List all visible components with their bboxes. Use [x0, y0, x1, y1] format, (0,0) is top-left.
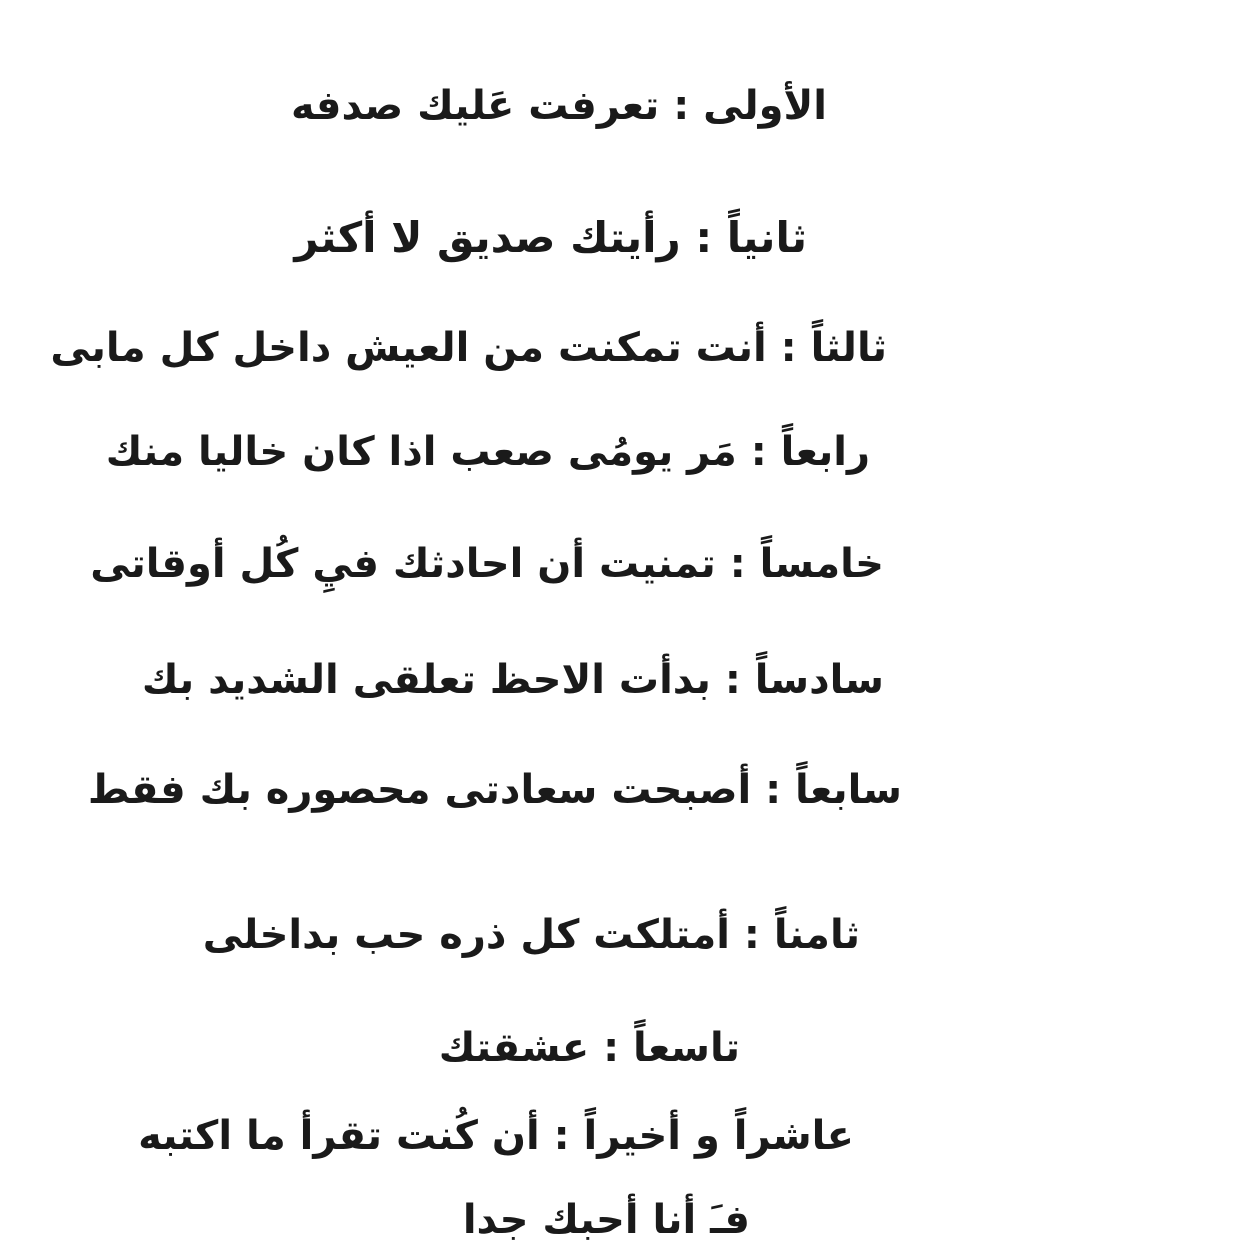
line-ninth: تاسعاً : عشقتك — [438, 1025, 740, 1071]
line-sixth: سادساً : بدأت الاحظ تعلقى الشديد بك — [141, 657, 884, 703]
line-tenth: عاشراً و أخيراً : أن كُنت تقرأ ما اكتبه — [138, 1113, 854, 1159]
line-eighth: ثامناً : أمتلكت كل ذره حب بداخلى — [202, 912, 860, 958]
line-first: الأولى : تعرفت عَليك صدفه — [291, 83, 827, 129]
line-seventh: سابعاً : أصبحت سعادتى محصوره بك فقط — [87, 767, 902, 813]
line-closing: فـَ أنا أحبك جدا — [462, 1197, 750, 1243]
line-second: ثانياً : رأيتك صديق لا أكثر — [294, 213, 807, 262]
line-third: ثالثاً : أنت تمكنت من العيش داخل كل مابى — [50, 325, 887, 371]
line-fifth: خامساً : تمنيت أن احادثك فيِ كُل أوقاتى — [90, 541, 884, 587]
line-fourth: رابعاً : مَر يومُى صعب اذا كان خاليا منك — [105, 429, 870, 475]
